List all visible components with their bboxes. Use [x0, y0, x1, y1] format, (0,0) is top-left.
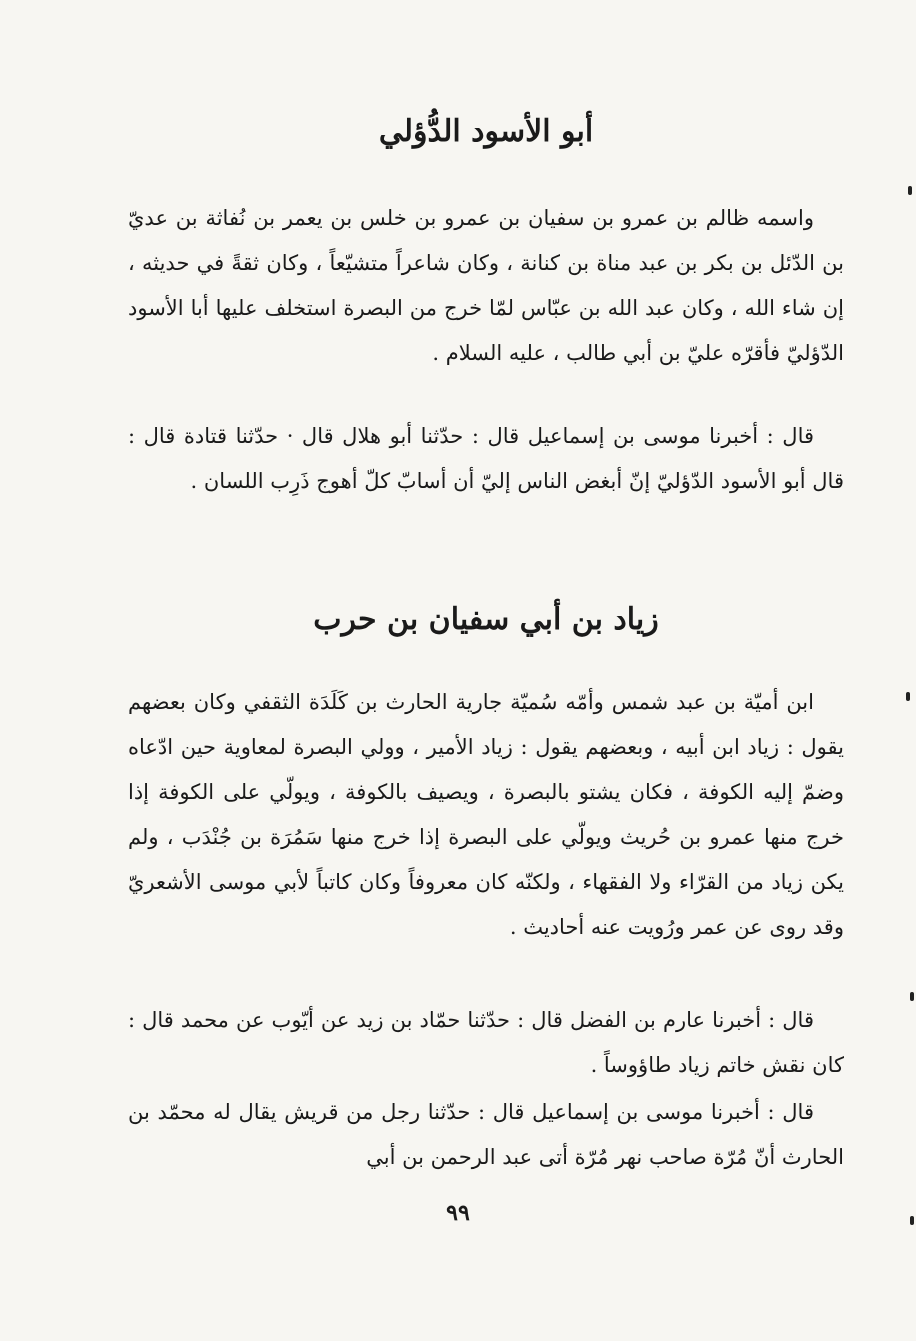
- margin-mark: [910, 992, 914, 1001]
- biography-paragraph: واسمه ظالم بن عمرو بن سفيان بن عمرو بن خلس بن يعمر بن نُفاثة بن عديّ بن الدّئل بن بكر بن عبد مناة بن كنانة ، وكان شاعراً متشيّعاً ، وكان ثقةً في حديثه ، إن شاء الله ، وكان عبد الله بن عبّاس لمّا خرج من البصرة استخلف عليها أبا الأسود الدّؤليّ فأقرّه عليّ بن أبي طالب ، عليه السلام .: [128, 206, 844, 365]
- heading-abu-al-aswad: أبو الأسود الدُّؤلي: [378, 114, 594, 149]
- heading-ziyad: زياد بن أبي سفيان بن حرب: [313, 602, 659, 637]
- section-title-abu-al-aswad: [128, 112, 844, 152]
- page-number: ٩٩: [446, 1200, 470, 1226]
- margin-mark: [906, 692, 910, 701]
- narration-paragraph: قال : أخبرنا موسى بن إسماعيل قال : حدّثنا أبو هلال قال · حدّثنا قتادة قال : قال أبو الأسود الدّؤليّ إنّ أبغض الناس إليّ أن أسابّ كلّ أهوج ذَرِب اللسان .: [128, 424, 844, 493]
- section-title-ziyad: [128, 600, 844, 640]
- margin-mark: [910, 1216, 914, 1225]
- narration-paragraph: قال : أخبرنا موسى بن إسماعيل قال : حدّثنا رجل من قريش يقال له محمّد بن الحارث أنّ مُرّة صاحب نهر مُرّة أتى عبد الرحمن بن أبي: [128, 1100, 844, 1169]
- biography-paragraph: ابن أميّة بن عبد شمس وأمّه سُميّة جارية الحارث بن كَلَدَة الثقفي وكان بعضهم يقول : زياد ابن أبيه ، وبعضهم يقول : زياد الأمير ، وولي البصرة لمعاوية حين ادّعاه وضمّ إليه الكوفة ، فكان يشتو بالبصرة ، ويصيف بالكوفة ، ويولّي على الكوفة إذا خرج منها عمرو بن حُريث ويولّي على البصرة إذا خرج منها سَمُرَة بن جُنْدَب ، ولم يكن زياد من القرّاء ولا الفقهاء ، ولكنّه كان معروفاً وكان كاتباً لأبي موسى الأشعريّ وقد روى عن عمر ورُويت عنه أحاديث .: [128, 690, 844, 939]
- margin-mark: [908, 186, 912, 195]
- narration-paragraph: قال : أخبرنا عارم بن الفضل قال : حدّثنا حمّاد بن زيد عن أيّوب عن محمد قال : كان نقش خاتم زياد طاؤوساً .: [128, 1008, 844, 1077]
